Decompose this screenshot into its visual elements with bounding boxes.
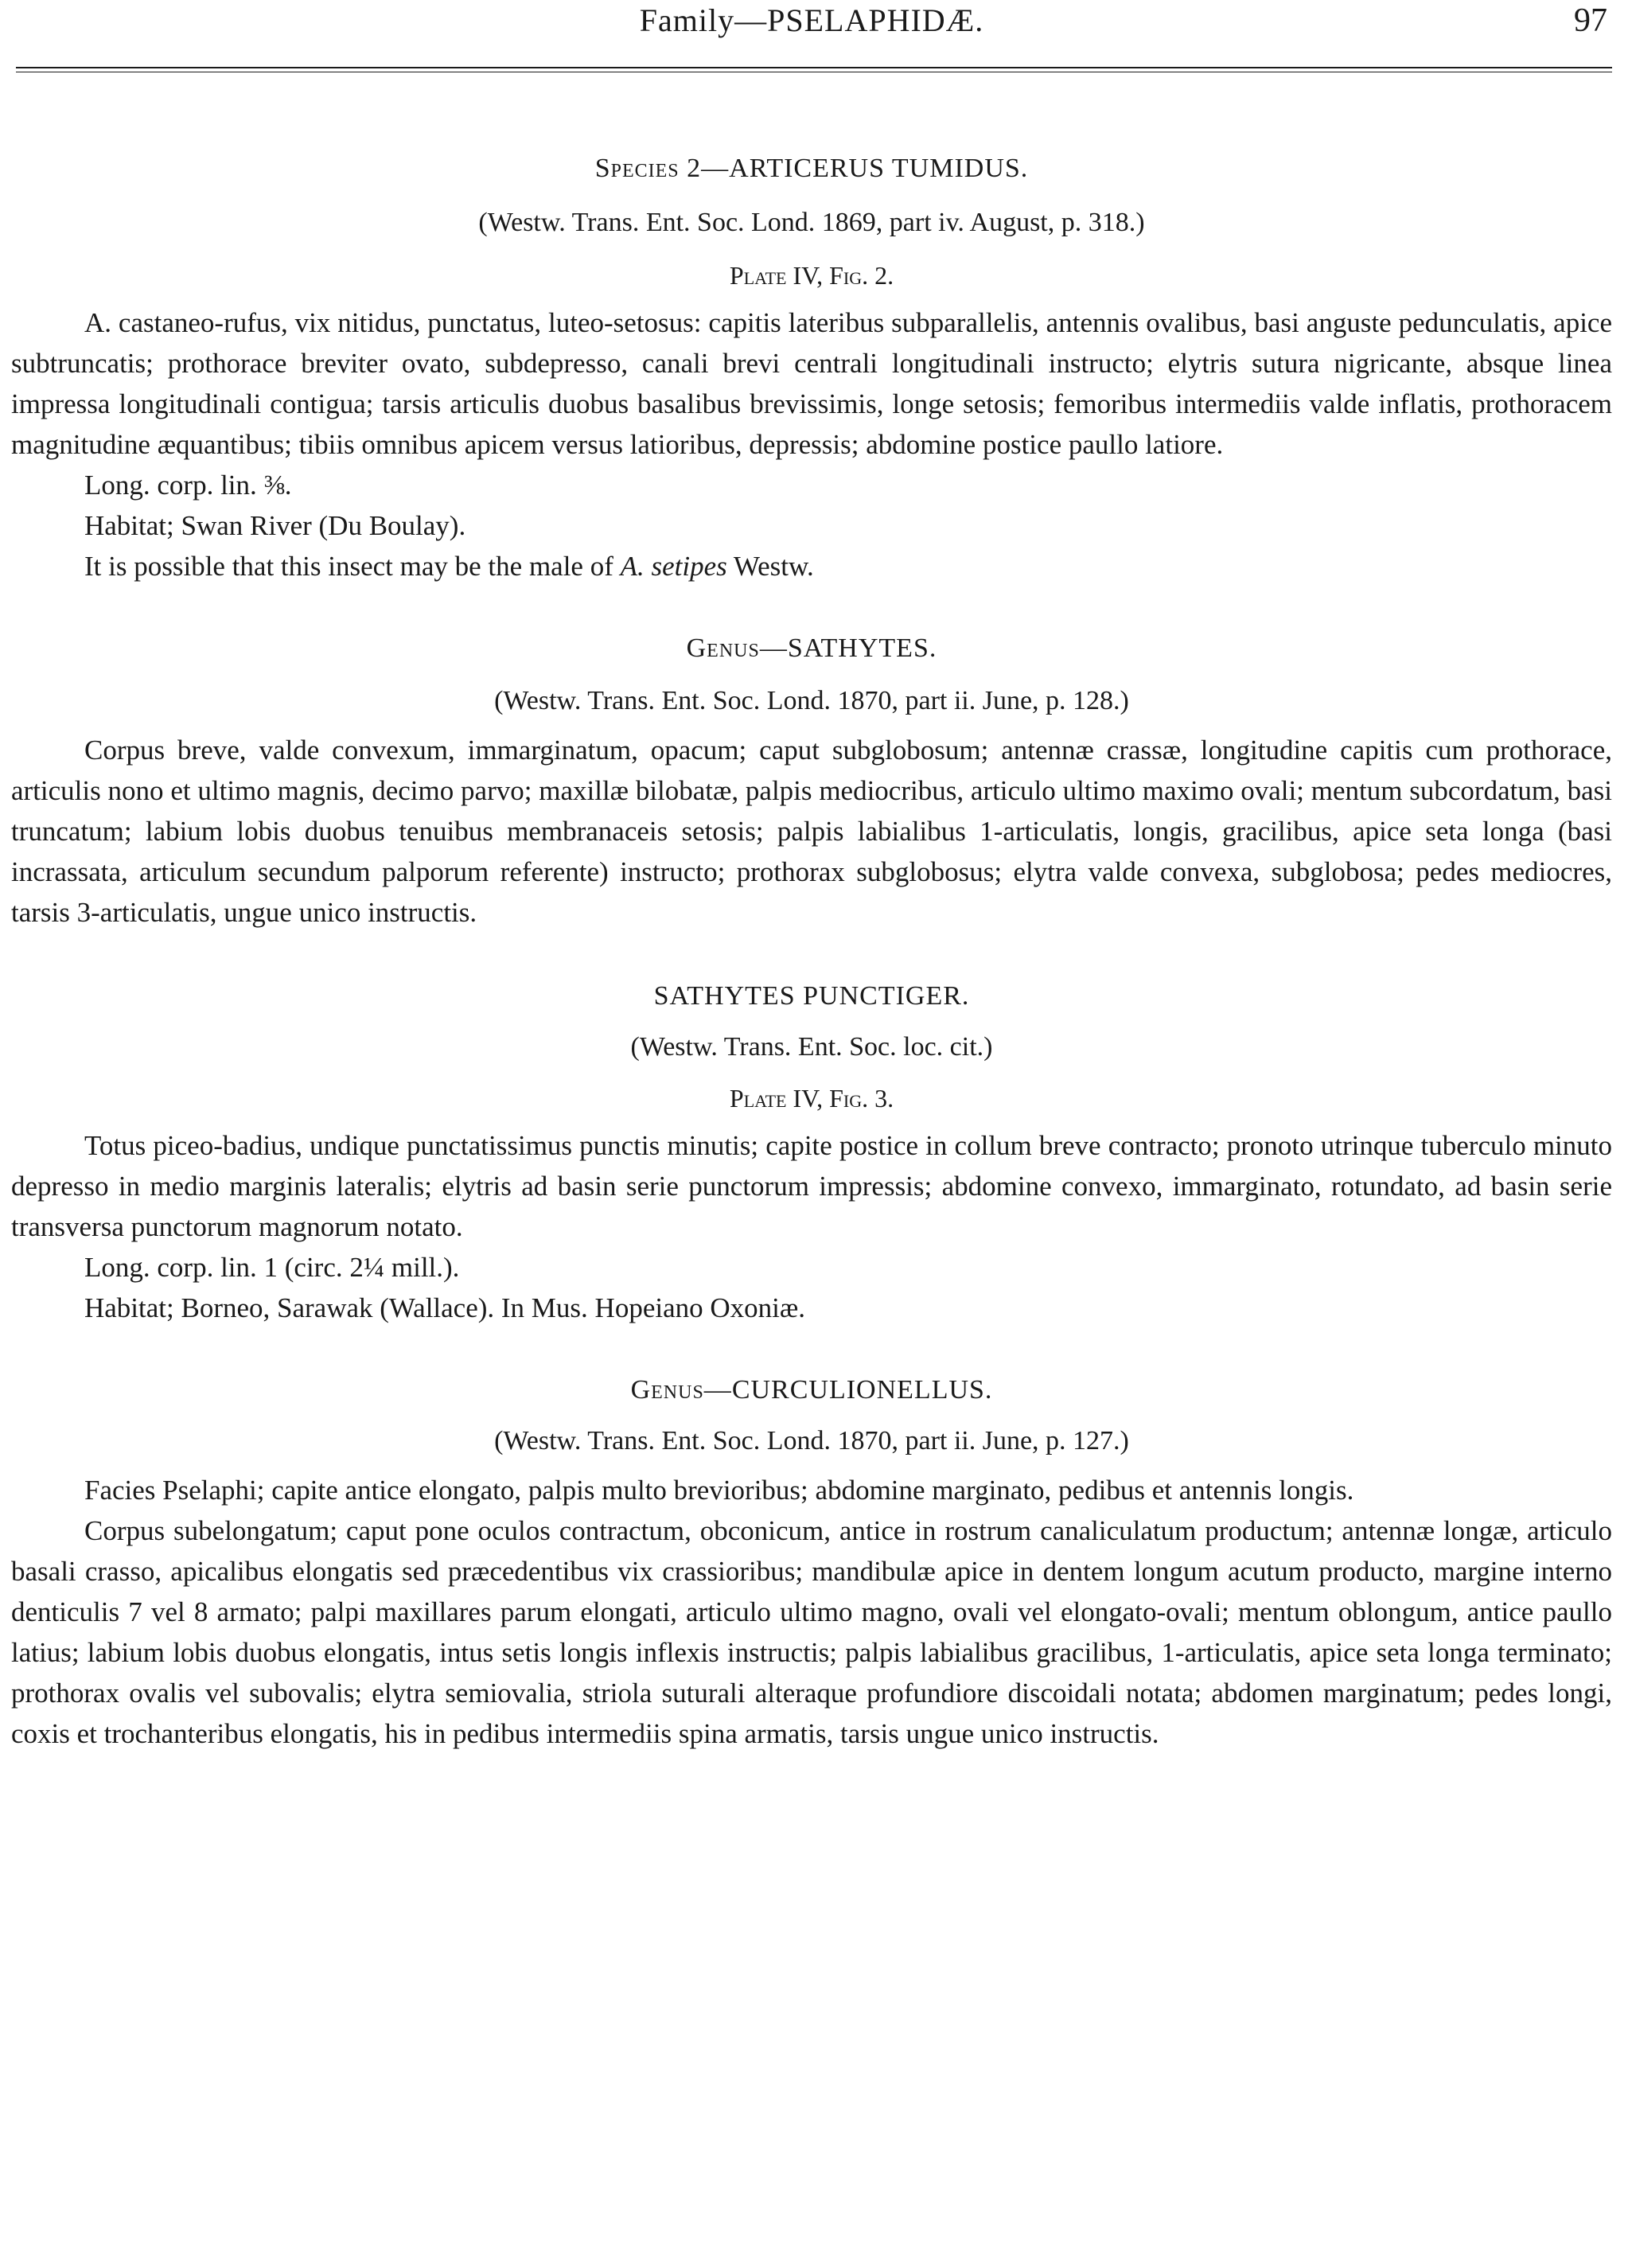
species-heading-name: ARTICERUS TUMIDUS. <box>729 154 1029 183</box>
species-heading <box>11 151 1612 186</box>
genus-description: Corpus subelongatum; caput pone oculos contractum, obconicum, antice in rostrum canaliculatum productum; antennæ longæ, articulo basali crasso, apicalibus elongatis sed præcedentibus vix crassioribus; mandibulæ apice in dentem longum acutum producto, margine interno denticulis 7 vel 8 armato; palpi maxillares parum elongati, articulo ultimo magno, ovali vel elongato-ovali; mentum oblongum, antice paullo latius; labium lobis duobus elongatis, intus setis longis inflexis instructis; palpis labialibus gracilibus, 1-articulatis, apice seta longa terminato; prothorax ovalis vel subovalis; elytra semiovalia, striola suturali alteraque profundiore discoidali notata; abdomen marginatum; pedes longi, coxis et trochanteribus elongatis, his in pedibus intermediis spina armatis, tarsis ungue unico instructis. <box>11 1515 1612 1749</box>
species-reference: (Westw. Trans. Ent. Soc. loc. cit.) <box>630 1032 993 1062</box>
species-length: Long. corp. lin. 1 (circ. 2¼ mill.). <box>84 1252 460 1283</box>
species-heading: SATHYTES PUNCTIGER. <box>653 981 970 1011</box>
species-habitat: Habitat; Borneo, Sarawak (Wallace). In Mus. Hopeiano Oxoniæ. <box>84 1292 805 1323</box>
species-reference: (Westw. Trans. Ent. Soc. Lond. 1869, part iv. August, p. 318.) <box>478 208 1145 237</box>
species-heading-prefix: Species 2— <box>594 154 730 183</box>
genus-description: Corpus breve, valde convexum, immarginatum, opacum; caput subglobosum; antennæ crassæ, longitudine capitis cum prothorace, articulis nono et ultimo magnis, decimo parvo; maxillæ bilobatæ, palpis mediocribus, articulo ultimo maximo ovali; mentum subcordatum, basi truncatum; labium lobis duobus tenuibus membranaceis setosis; palpis labialibus 1-articulatis, longis, gracilibus, apice seta longa (basi incrassata, articulum secundum palporum referente) instructo; prothorax subglobosus; elytra valde convexa, subglobosa; pedes mediocres, tarsis 3-articulatis, ungue unico instructis. <box>11 735 1612 928</box>
genus-facies: Facies Pselaphi; capite antice elongato, palpis multo brevioribus; abdomine marginato, pedibus et antennis longis. <box>84 1475 1354 1506</box>
genus-heading-prefix: Genus— <box>630 1375 732 1405</box>
species-length: Long. corp. lin. ⅜. <box>84 470 292 501</box>
genus-heading-name: CURCULIONELLUS. <box>731 1375 993 1405</box>
species-note-author: Westw. <box>726 551 814 582</box>
genus-heading <box>11 1373 1612 1408</box>
species-note-text: It is possible that this insect may be the male of <box>84 551 621 582</box>
page-content <box>11 151 1612 1754</box>
genus-reference: (Westw. Trans. Ent. Soc. Lond. 1870, part ii. June, p. 127.) <box>494 1426 1129 1455</box>
section-sathytes-punctiger <box>11 979 1612 1328</box>
plate-reference: Plate IV, Fig. 3. <box>729 1084 894 1113</box>
species-habitat: Habitat; Swan River (Du Boulay). <box>84 510 466 541</box>
family-title: Family—PSELAPHIDÆ. <box>639 2 984 38</box>
page-number: 97 <box>1574 2 1607 39</box>
genus-heading-name: SATHYTES. <box>787 633 937 663</box>
species-note <box>11 546 1612 586</box>
section-genus-sathytes <box>11 631 1612 933</box>
genus-heading-prefix: Genus— <box>686 633 788 663</box>
species-description: Totus piceo-badius, undique punctatissimus punctis minutis; capite postice in collum breve contracto; pronoto utrinque tuberculo minuto depresso in medio marginis lateralis; elytris ad basin serie punctorum impressis; abdomine convexo, immarginato, rotundato, ad basin serie transversa punctorum magnorum notato. <box>11 1130 1612 1242</box>
running-header <box>16 0 1607 64</box>
section-genus-curculionellus <box>11 1373 1612 1754</box>
genus-reference: (Westw. Trans. Ent. Soc. Lond. 1870, part ii. June, p. 128.) <box>494 686 1129 715</box>
species-description: A. castaneo-rufus, vix nitidus, punctatus, luteo-setosus: capitis lateribus subparallelis, antennis ovalibus, basi anguste pedunculatis, apice subtruncatis; prothorace breviter ovato, subdepresso, canali brevi centrali longitudinali instructo; elytris sutura nigricante, absque linea impressa longitudinali contigua; tarsis articulis duobus basalibus brevissimis, longe setosis; femoribus intermediis valde inflatis, prothoracem magnitudine æquantibus; tibiis omnibus apicem versus latioribus, depressis; abdomine postice paullo latiore. <box>11 307 1612 460</box>
species-note-italic: A. setipes <box>620 551 727 582</box>
plate-reference: Plate IV, Fig. 2. <box>729 261 894 290</box>
header-rule <box>16 67 1612 68</box>
genus-heading <box>11 631 1612 666</box>
section-articerus-tumidus <box>11 151 1612 586</box>
